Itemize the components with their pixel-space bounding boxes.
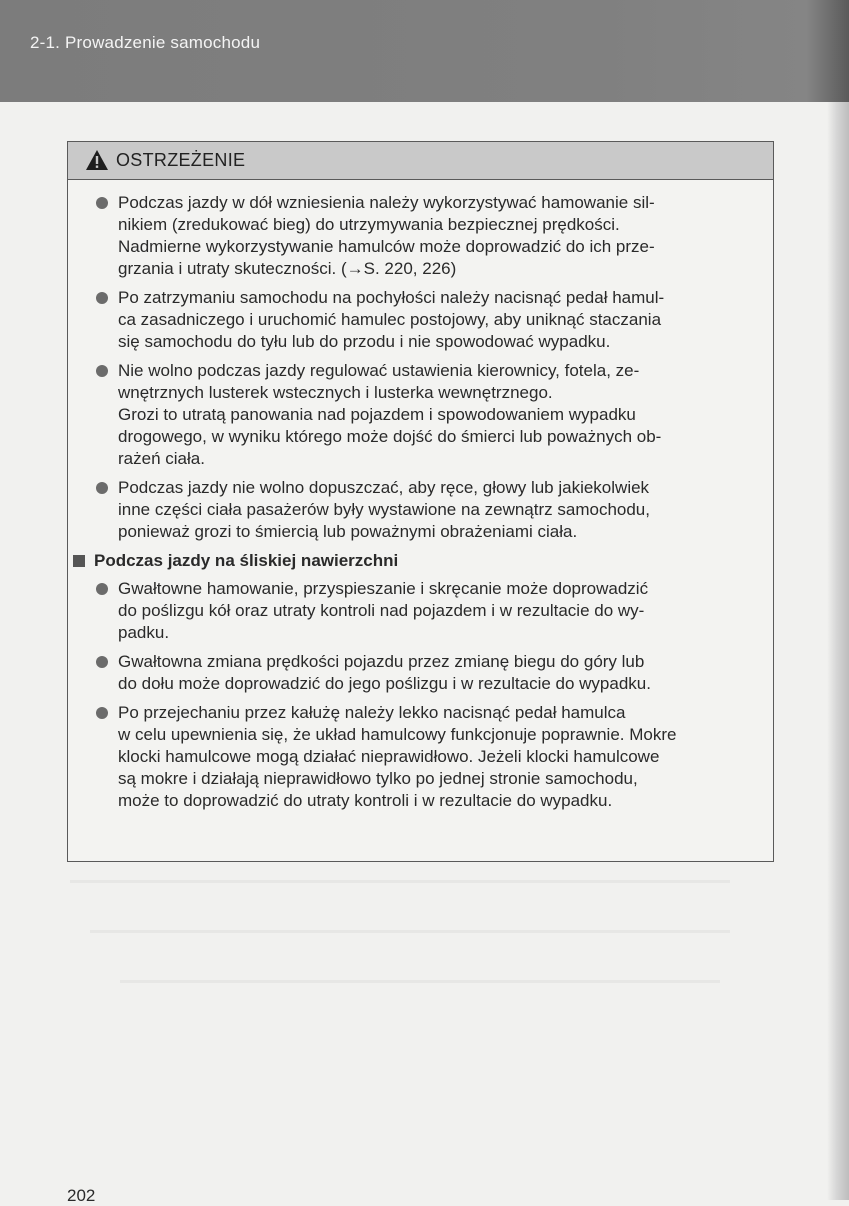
list-item — [68, 287, 773, 353]
bullet-icon — [96, 482, 108, 494]
page-number: 202 — [67, 1186, 96, 1205]
line: Grozi to utratą panowania nad pojazdem i spowodowaniem wypadku — [118, 405, 636, 424]
bullet-icon — [96, 583, 108, 595]
warning-box — [67, 141, 774, 862]
line: drogowego, w wyniku którego może dojść do śmierci lub poważnych ob- — [118, 427, 662, 446]
line: rażeń ciała. — [118, 449, 205, 468]
bleed-through — [120, 980, 720, 983]
line: w celu upewnienia się, że układ hamulcowy funkcjonuje poprawnie. Mokre — [118, 725, 677, 744]
section-title: 2-1. Prowadzenie samochodu — [30, 33, 261, 52]
bullet-icon — [96, 707, 108, 719]
line: się samochodu do tyłu lub do przodu i nie spowodować wypadku. — [118, 332, 611, 351]
warning-title: OSTRZEŻENIE — [116, 150, 246, 170]
line: grzania i utraty skuteczności. (→S. 220, 226) — [118, 259, 457, 278]
line: Po przejechaniu przez kałużę należy lekko nacisnąć pedał hamulca — [118, 703, 626, 722]
line: nikiem (zredukować bieg) do utrzymywania bezpiecznej prędkości. — [118, 215, 620, 234]
line: do poślizgu kół oraz utraty kontroli nad pojazdem i w rezultacie do wy- — [118, 601, 645, 620]
line: Nie wolno podczas jazdy regulować ustawienia kierownicy, fotela, ze- — [118, 361, 640, 380]
line: padku. — [118, 623, 170, 642]
bullet-icon — [96, 656, 108, 668]
section-heading-text: Podczas jazdy na śliskiej nawierzchni — [94, 551, 399, 570]
bullet-icon — [96, 292, 108, 304]
warning-content — [68, 192, 773, 819]
bullet-icon — [96, 365, 108, 377]
warning-list — [68, 192, 773, 543]
warning-triangle-icon — [85, 149, 109, 171]
list-item — [68, 477, 773, 543]
list-item — [68, 360, 773, 470]
bullet-icon — [96, 197, 108, 209]
line: ca zasadniczego i uruchomić hamulec postojowy, aby uniknąć staczania — [118, 310, 662, 329]
line: Gwałtowne hamowanie, przyspieszanie i skręcanie może doprowadzić — [118, 579, 649, 598]
section-heading — [68, 550, 773, 572]
line: może to doprowadzić do utraty kontroli i w rezultacie do wypadku. — [118, 791, 613, 810]
bleed-through — [70, 880, 730, 883]
line: Po zatrzymaniu samochodu na pochyłości należy nacisnąć pedał hamul- — [118, 288, 665, 307]
line: Podczas jazdy w dół wzniesienia należy wykorzystywać hamowanie sil- — [118, 193, 655, 212]
line: klocki hamulcowe mogą działać nieprawidłowo. Jeżeli klocki hamulcowe — [118, 747, 660, 766]
line: Nadmierne wykorzystywanie hamulców może doprowadzić do ich prze- — [118, 237, 655, 256]
line: Gwałtowna zmiana prędkości pojazdu przez zmianę biegu do góry lub — [118, 652, 645, 671]
bleed-through — [90, 930, 730, 933]
section-list — [68, 578, 773, 812]
header-band — [0, 0, 849, 102]
square-bullet-icon — [73, 555, 85, 567]
list-item — [68, 578, 773, 644]
page-edge-shadow — [827, 102, 849, 1200]
list-item — [68, 702, 773, 812]
line: są mokre i działają nieprawidłowo tylko po jednej stronie samochodu, — [118, 769, 638, 788]
line: inne części ciała pasażerów były wystawione na zewnątrz samochodu, — [118, 500, 650, 519]
list-item — [68, 651, 773, 695]
warning-header — [68, 142, 773, 180]
line: do dołu może doprowadzić do jego poślizgu i w rezultacie do wypadku. — [118, 674, 651, 693]
list-item — [68, 192, 773, 280]
line: wnętrznych lusterek wstecznych i lusterka wewnętrznego. — [118, 383, 553, 402]
line: Podczas jazdy nie wolno dopuszczać, aby ręce, głowy lub jakiekolwiek — [118, 478, 650, 497]
line: ponieważ grozi to śmiercią lub poważnymi obrażeniami ciała. — [118, 522, 578, 541]
